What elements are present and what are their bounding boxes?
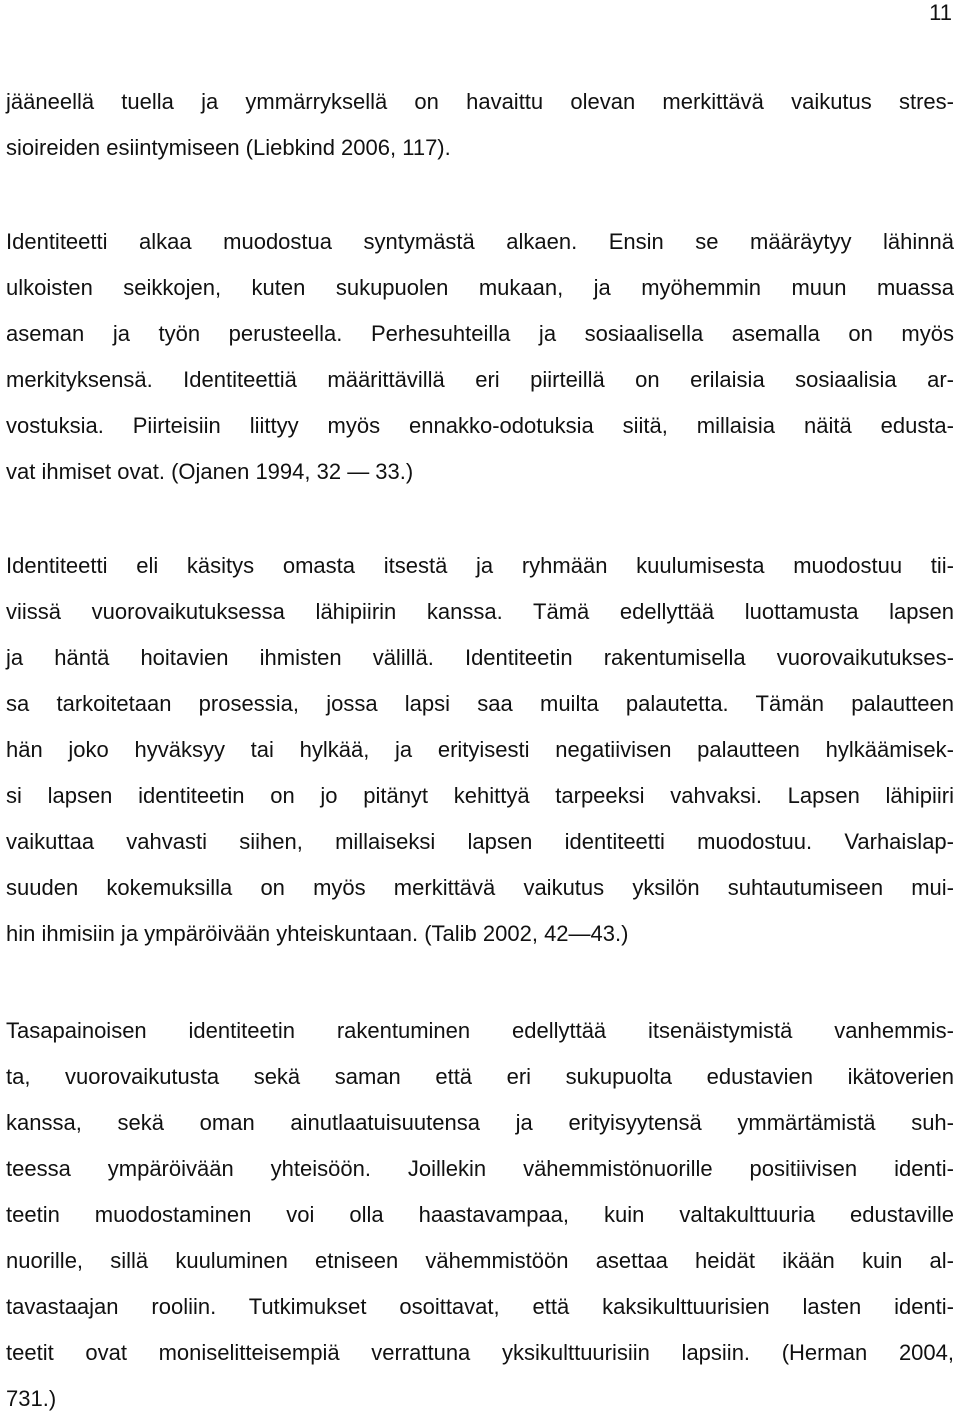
text-line: vat ihmiset ovat. (Ojanen 1994, 32 — 33.) bbox=[6, 459, 414, 484]
text-line: teessa ympäröivään yhteisöön. Joillekin vähemmistönuorille positiivisen identi- bbox=[6, 1156, 954, 1181]
text-line: 731.) bbox=[6, 1386, 57, 1411]
paragraph-4 bbox=[6, 1008, 954, 1422]
text-line: merkityksensä. Identiteettiä määrittävillä eri piirteillä on erilaisia sosiaalisia ar- bbox=[6, 367, 954, 392]
text-line: Identiteetti eli käsitys omasta itsestä ja ryhmään kuulumisesta muodostuu tii- bbox=[6, 553, 954, 578]
page-number: 11 bbox=[929, 0, 952, 25]
text-line: si lapsen identiteetin on jo pitänyt kehittyä tarpeeksi vahvaksi. Lapsen lähipiiri bbox=[6, 783, 954, 808]
text-line: kanssa, sekä oman ainutlaatuisuutensa ja erityisyytensä ymmärtämistä suh- bbox=[6, 1110, 954, 1135]
text-line: sa tarkoitetaan prosessia, jossa lapsi saa muilta palautetta. Tämän palautteen bbox=[6, 691, 954, 716]
text-line: ulkoisten seikkojen, kuten sukupuolen mukaan, ja myöhemmin muun muassa bbox=[6, 275, 954, 300]
text-line: vaikuttaa vahvasti siihen, millaiseksi lapsen identiteetti muodostuu. Varhaislap- bbox=[6, 829, 954, 854]
paragraph-2 bbox=[6, 219, 954, 495]
text-line: aseman ja työn perusteella. Perhesuhteilla ja sosiaalisella asemalla on myös bbox=[6, 321, 954, 346]
text-line: vostuksia. Piirteisiin liittyy myös ennakko-odotuksia siitä, millaisia näitä edusta- bbox=[6, 413, 954, 438]
text-line: Identiteetti alkaa muodostua syntymästä alkaen. Ensin se määräytyy lähinnä bbox=[6, 229, 954, 254]
text-line: ta, vuorovaikutusta sekä saman että eri sukupuolta edustavien ikätoverien bbox=[6, 1064, 954, 1089]
text-line: teetin muodostaminen voi olla haastavampaa, kuin valtakulttuuria edustaville bbox=[6, 1202, 954, 1227]
text-line: Tasapainoisen identiteetin rakentuminen edellyttää itsenäistymistä vanhemmis- bbox=[6, 1018, 954, 1043]
text-line: jääneellä tuella ja ymmärryksellä on havaittu olevan merkittävä vaikutus stres- bbox=[6, 89, 954, 114]
text-line: suuden kokemuksilla on myös merkittävä vaikutus yksilön suhtautumiseen mui- bbox=[6, 875, 954, 900]
paragraph-1 bbox=[6, 79, 954, 171]
text-line: viissä vuorovaikutuksessa lähipiirin kanssa. Tämä edellyttää luottamusta lapsen bbox=[6, 599, 954, 624]
text-line: hin ihmisiin ja ympäröivään yhteiskuntaan. (Talib 2002, 42—43.) bbox=[6, 921, 629, 946]
text-line: tavastaajan rooliin. Tutkimukset osoittavat, että kaksikulttuurisien lasten identi- bbox=[6, 1294, 954, 1319]
text-line: teetit ovat moniselitteisempiä verrattuna yksikulttuurisiin lapsiin. (Herman 2004, bbox=[6, 1340, 954, 1365]
text-line: sioireiden esiintymiseen (Liebkind 2006, 117). bbox=[6, 135, 451, 160]
text-line: ja häntä hoitavien ihmisten välillä. Identiteetin rakentumisella vuorovaikutukses- bbox=[6, 645, 954, 670]
text-line: nuorille, sillä kuuluminen etniseen vähemmistöön asettaa heidät ikään kuin al- bbox=[6, 1248, 954, 1273]
paragraph-3 bbox=[6, 543, 954, 957]
text-line: hän joko hyväksyy tai hylkää, ja erityisesti negatiivisen palautteen hylkäämisek- bbox=[6, 737, 954, 762]
